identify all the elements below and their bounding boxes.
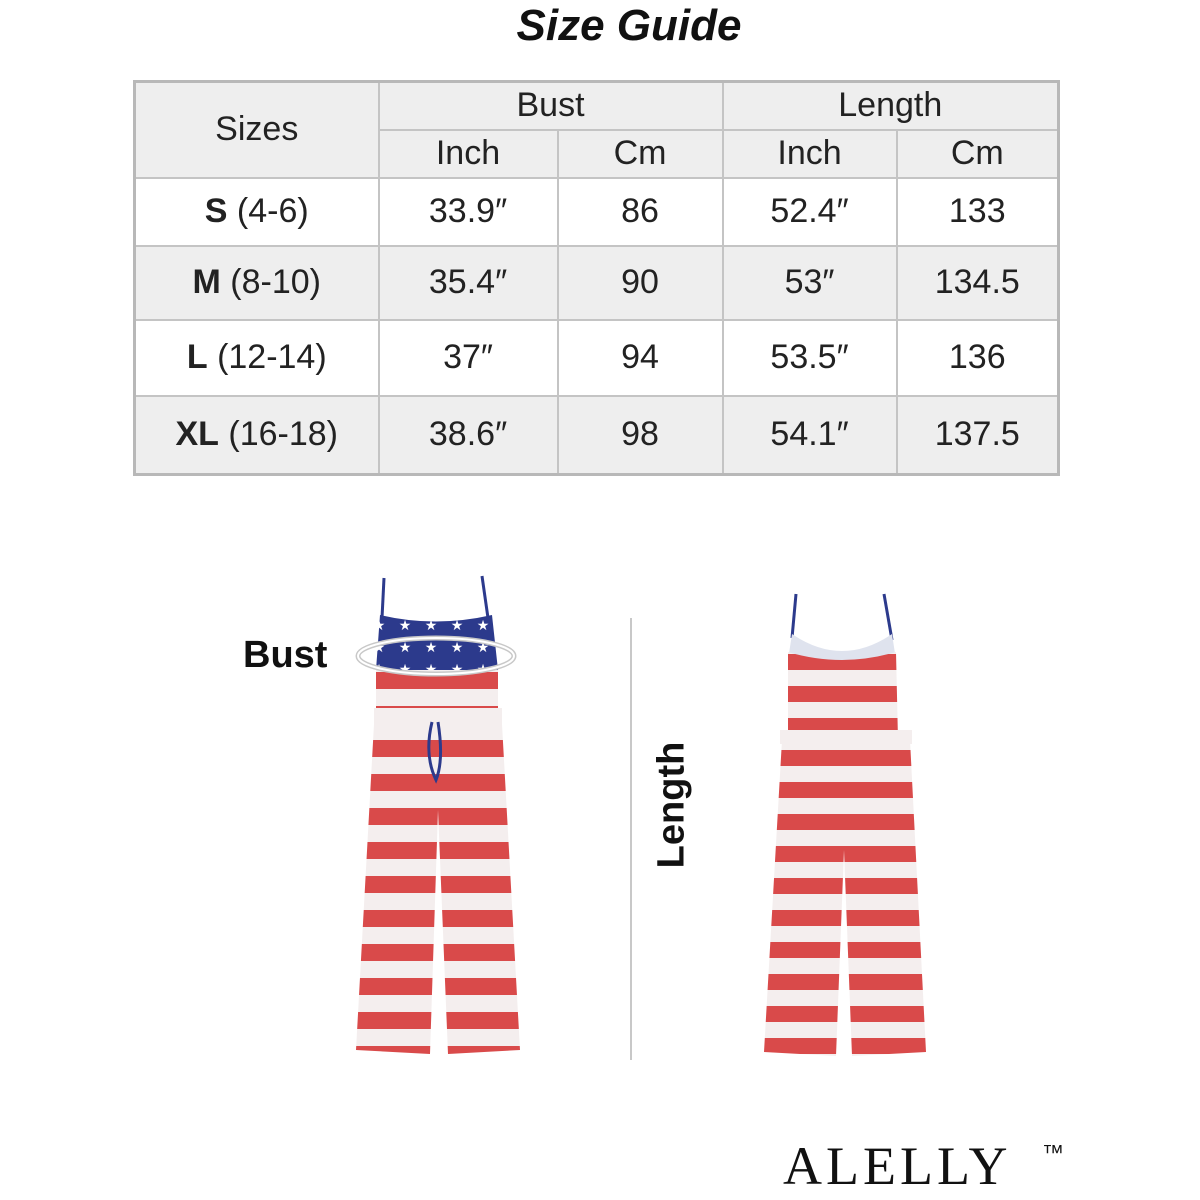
- bust-inch-cell: 35.4″: [379, 246, 558, 320]
- size-range: (16-18): [228, 415, 338, 454]
- length-cm-cell: 134.5: [897, 246, 1059, 320]
- length-label: Length: [650, 741, 693, 869]
- table-row: [135, 320, 1059, 396]
- size-letter: XL: [175, 415, 219, 454]
- bust-inch-cell: 33.9″: [379, 178, 558, 246]
- page-title: Size Guide: [516, 1, 742, 50]
- length-inch-header: Inch: [723, 130, 897, 178]
- bust-inch-cell: 38.6″: [379, 396, 558, 475]
- bust-cm-cell: 98: [558, 396, 723, 475]
- bust-cm-header: Cm: [558, 130, 723, 178]
- brand-logo: ALELLY: [783, 1136, 1012, 1196]
- length-cm-cell: 133: [897, 178, 1059, 246]
- bust-label: Bust: [243, 634, 328, 676]
- size-range: (4-6): [236, 192, 309, 230]
- figure-divider: [630, 618, 632, 1060]
- size-cell: [135, 178, 379, 246]
- size-table: [133, 80, 1060, 476]
- length-cm-header: Cm: [897, 130, 1059, 178]
- bust-cm-cell: 94: [558, 320, 723, 396]
- sizes-header: Sizes: [135, 82, 379, 178]
- table-header-row: [135, 82, 1059, 130]
- size-cell: [135, 396, 379, 475]
- bust-header: Bust: [379, 82, 723, 130]
- size-letter: M: [192, 263, 221, 301]
- size-letter: S: [204, 192, 228, 230]
- length-header: Length: [723, 82, 1059, 130]
- length-cm-cell: 136: [897, 320, 1059, 396]
- length-inch-cell: 53″: [723, 246, 897, 320]
- size-cell: [135, 320, 379, 396]
- size-letter: L: [186, 338, 208, 376]
- size-cell: [135, 246, 379, 320]
- length-inch-cell: 53.5″: [723, 320, 897, 396]
- length-inch-cell: 52.4″: [723, 178, 897, 246]
- bust-inch-header: Inch: [379, 130, 558, 178]
- length-inch-cell: 54.1″: [723, 396, 897, 475]
- trademark-symbol: ™: [1042, 1140, 1064, 1165]
- table-row: [135, 396, 1059, 475]
- table-row: [135, 246, 1059, 320]
- table-row: [135, 178, 1059, 246]
- bust-measure-ring: [352, 630, 520, 682]
- bust-cm-cell: 90: [558, 246, 723, 320]
- jumpsuit-back-figure: [752, 590, 942, 1070]
- size-range: (12-14): [217, 338, 327, 376]
- length-cm-cell: 137.5: [897, 396, 1059, 475]
- bust-inch-cell: 37″: [379, 320, 558, 396]
- size-range: (8-10): [230, 263, 321, 301]
- bust-cm-cell: 86: [558, 178, 723, 246]
